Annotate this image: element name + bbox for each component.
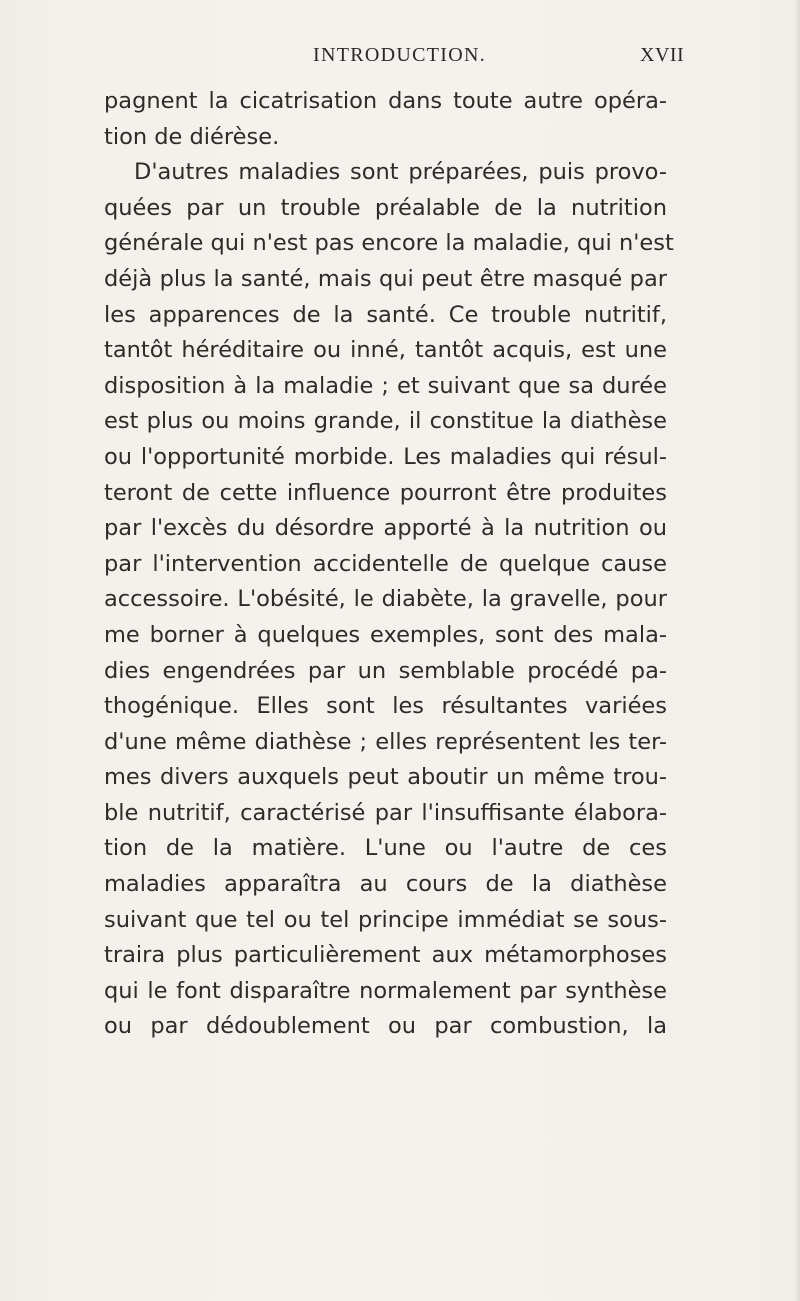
text-line: disposition à la maladie ; et suivant que sa durée bbox=[104, 372, 667, 399]
text-line: générale qui n'est pas encore la maladie, qui n'est bbox=[104, 230, 674, 257]
text-line: qui le font disparaître normalement par synthèse bbox=[104, 977, 667, 1004]
text-line: tion de diérèse. bbox=[104, 123, 280, 150]
body-text bbox=[104, 84, 674, 1045]
text-line: pagnent la cicatrisation dans toute autre opéra- bbox=[104, 88, 667, 114]
text-line: par l'intervention accidentelle de quelque cause bbox=[104, 550, 667, 577]
text-line: D'autres maladies sont préparées, puis provo- bbox=[134, 159, 667, 186]
text-line: ble nutritif, caractérisé par l'insuffisante élabora- bbox=[104, 799, 667, 826]
text-line: mes divers auxquels peut aboutir un même trou- bbox=[104, 764, 667, 791]
text-line: déjà plus la santé, mais qui peut être masqué par bbox=[104, 265, 667, 292]
text-line: traira plus particulièrement aux métamorphoses bbox=[104, 942, 667, 969]
text-line: les apparences de la santé. Ce trouble nutritif, bbox=[104, 301, 667, 328]
text-line: thogénique. Elles sont les résultantes variées bbox=[104, 693, 667, 720]
text-line: maladies apparaîtra au cours de la diathèse bbox=[104, 871, 667, 898]
chapter-title: INTRODUCTION. bbox=[313, 44, 486, 66]
page-number: XVII bbox=[640, 44, 685, 66]
text-line: ou l'opportunité morbide. Les maladies qui résul- bbox=[104, 443, 667, 470]
text-line: suivant que tel ou tel principe immédiat se sous- bbox=[104, 906, 667, 933]
page-edge-shadow bbox=[794, 0, 800, 1301]
text-line: tion de la matière. L'une ou l'autre de ces bbox=[104, 835, 667, 862]
running-header bbox=[0, 44, 800, 84]
text-line: me borner à quelques exemples, sont des mala- bbox=[104, 621, 667, 648]
text-line: d'une même diathèse ; elles représentent les ter- bbox=[104, 728, 667, 755]
text-line: dies engendrées par un semblable procédé pa- bbox=[104, 657, 667, 684]
text-line: teront de cette influence pourront être produites bbox=[104, 479, 667, 506]
text-line: tantôt héréditaire ou inné, tantôt acquis, est une bbox=[104, 337, 667, 364]
text-line: par l'excès du désordre apporté à la nutrition ou bbox=[104, 515, 667, 542]
text-line: accessoire. L'obésité, le diabète, la gravelle, pour bbox=[104, 586, 667, 613]
text-line: est plus ou moins grande, il constitue la diathèse bbox=[104, 408, 667, 435]
text-line: quées par un trouble préalable de la nutrition bbox=[104, 194, 667, 221]
text-line: ou par dédoublement ou par combustion, la bbox=[104, 1013, 667, 1040]
